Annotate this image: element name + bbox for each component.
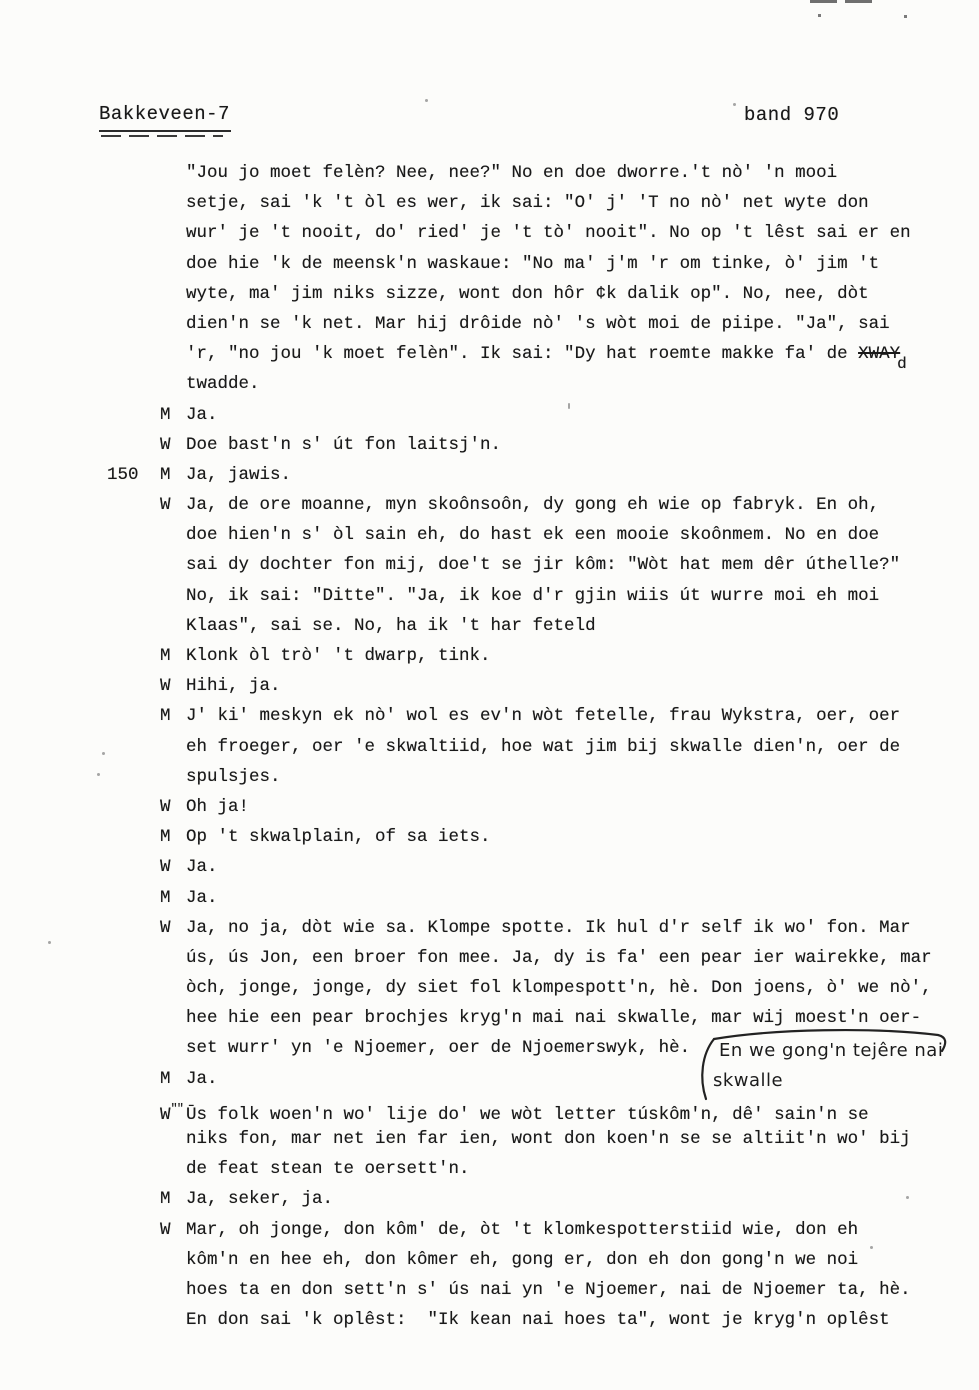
transcript-line bbox=[160, 400, 966, 430]
speaker-label: W bbox=[160, 917, 171, 938]
scan-speck bbox=[904, 15, 907, 18]
transcript-line bbox=[160, 369, 966, 399]
line-text: Ja, jawis. bbox=[186, 464, 292, 485]
title-underline-broken bbox=[101, 135, 223, 137]
transcript-line bbox=[160, 550, 966, 580]
title-underline bbox=[99, 130, 231, 132]
top-edge-mark bbox=[845, 0, 872, 3]
speaker-label: M bbox=[160, 1068, 171, 1089]
transcript-line bbox=[160, 883, 966, 913]
line-text: Ja. bbox=[186, 404, 218, 425]
transcript-line bbox=[160, 520, 966, 550]
speaker-label: W bbox=[160, 676, 171, 697]
line-text: wyte, ma' jim niks sizze, wont don hôr ¢k dalik op". No, nee, dòt bbox=[186, 283, 869, 304]
line-text: Ūs folk woen'n wo' lije do' we wòt letter túskôm'n, dê' sain'n se bbox=[186, 1104, 869, 1125]
transcript-line bbox=[160, 279, 966, 309]
transcript-line bbox=[160, 973, 966, 1003]
line-text: Ja. bbox=[186, 887, 218, 908]
scan-speck bbox=[425, 99, 428, 102]
transcript-line bbox=[160, 218, 966, 248]
transcript-line bbox=[160, 943, 966, 973]
line-text: En don sai 'k oplêst: "Ik kean nai hoes ta", wont je kryg'n oplêst bbox=[186, 1310, 890, 1331]
line-text: hee hie een pear brochjes kryg'n mai nai skwalle, mar wij moest'n oer- bbox=[186, 1008, 922, 1029]
line-text: set wurr' yn 'e Njoemer, oer de Njoemerswyk, hè. bbox=[186, 1038, 691, 1059]
band-label: band 970 bbox=[744, 104, 840, 126]
struck-out-text: XWAY bbox=[858, 344, 901, 365]
line-text: òch, jonge, jonge, dy siet fol klompespott'n, hè. Don joens, ò' we nò', bbox=[186, 978, 932, 999]
speaker-label: M bbox=[160, 646, 171, 666]
speaker-label: M bbox=[160, 404, 171, 425]
speaker-label: W bbox=[160, 434, 171, 455]
line-text: kôm'n en hee eh, don kômer eh, gong er, don eh don gong'n we noi bbox=[186, 1249, 859, 1270]
transcript-line bbox=[160, 1245, 966, 1275]
transcript-line bbox=[160, 913, 966, 943]
speaker-label: W bbox=[160, 495, 171, 516]
speaker-label: M bbox=[160, 887, 171, 908]
transcript-line bbox=[160, 1215, 966, 1245]
line-text: Mar, oh jonge, don kôm' de, òt 't klomkespotterstiid wie, don eh bbox=[186, 1219, 859, 1240]
annotation-line-1: En we gong'n tejêre nai bbox=[719, 1040, 944, 1061]
scan-speck bbox=[568, 403, 570, 409]
scan-speck bbox=[906, 1196, 909, 1199]
scan-speck bbox=[733, 103, 736, 106]
transcript-line bbox=[160, 249, 966, 279]
handwritten-annotation bbox=[693, 1026, 965, 1110]
transcript-line bbox=[160, 822, 966, 852]
transcript-line bbox=[160, 701, 966, 731]
transcript-line bbox=[160, 158, 966, 188]
line-text: Klaas", sai se. No, ha ik 't har feteld bbox=[186, 615, 596, 636]
line-text: J' ki' meskyn ek nò' wol es ev'n wòt fetelle, frau Wykstra, oer, oer bbox=[186, 706, 901, 727]
transcript-line bbox=[160, 1305, 966, 1335]
line-text: Ja. bbox=[186, 857, 218, 878]
transcript bbox=[107, 158, 966, 1335]
line-text: ús, ús Jon, een broer fon mee. Ja, dy is fa' een pear ier wairekke, mar bbox=[186, 947, 932, 968]
line-text: doe hien'n s' òl sain eh, do hast ek een mooie skoônmem. No en doe bbox=[186, 525, 880, 546]
transcript-line bbox=[160, 309, 966, 339]
speaker-label: W bbox=[160, 857, 171, 878]
speaker-superscript: "" bbox=[170, 1101, 183, 1116]
line-text: Ja, no ja, dòt wie sa. Klompe spotte. Ik hul d'r self ik wo' fon. Mar bbox=[186, 917, 911, 938]
transcript-line bbox=[160, 339, 966, 374]
line-text: Klonk òl trò' 't dwarp, tink. bbox=[186, 646, 491, 666]
transcript-line bbox=[160, 1154, 966, 1184]
transcript-line bbox=[160, 611, 966, 641]
scan-speck bbox=[102, 752, 105, 755]
transcript-line bbox=[160, 1184, 966, 1214]
transcript-line bbox=[160, 792, 966, 822]
line-text: sai dy dochter fon mij, doe't se jir kôm: "Wòt hat mem dêr úthelle?" bbox=[186, 555, 901, 576]
line-text: "Jou jo moet felèn? Nee, nee?" No en doe dworre.'t nò' 'n mooi bbox=[186, 163, 838, 183]
margin-line-number: 150 bbox=[107, 464, 139, 485]
line-text: Oh ja! bbox=[186, 796, 250, 817]
line-text: Doe bast'n s' út fon laitsj'n. bbox=[186, 434, 502, 455]
scan-speck bbox=[97, 773, 100, 776]
transcript-line bbox=[160, 581, 966, 611]
transcript-line bbox=[160, 641, 966, 671]
line-text: eh froeger, oer 'e skwaltiid, hoe wat jim bij skwalle dien'n, oer de bbox=[186, 736, 901, 757]
line-text: 'r, "no jou 'k moet felèn". Ik sai: "Dy hat roemte makke fa' de bbox=[186, 344, 859, 365]
line-text: Hihi, ja. bbox=[186, 676, 281, 697]
line-text: niks fon, mar net ien far ien, wont don koen'n se se altiit'n wo' bij bbox=[186, 1129, 911, 1149]
top-edge-mark bbox=[810, 0, 837, 3]
transcript-line bbox=[160, 671, 966, 701]
line-text: spulsjes. bbox=[186, 766, 281, 787]
speaker-label: M bbox=[160, 706, 171, 727]
line-text: Op 't skwalplain, of sa iets. bbox=[186, 827, 491, 848]
speaker-label: W bbox=[160, 1219, 171, 1240]
line-text: No, ik sai: "Ditte". "Ja, ik koe d'r gjin wiis út wurre moi eh moi bbox=[186, 585, 880, 606]
line-text: de feat stean te oersett'n. bbox=[186, 1159, 470, 1180]
speaker-label: M bbox=[160, 827, 171, 848]
transcript-line bbox=[160, 188, 966, 218]
speaker-label: M bbox=[160, 464, 171, 485]
line-text: twadde. bbox=[186, 374, 260, 395]
transcript-line bbox=[160, 490, 966, 520]
transcript-line bbox=[160, 1124, 966, 1154]
scan-speck bbox=[48, 941, 51, 944]
annotation-line-2: skwalle bbox=[713, 1070, 784, 1091]
page-title: Bakkeveen-7 bbox=[99, 103, 230, 125]
line-text: setje, sai 'k 't òl es wer, ik sai: "O' j' 'T no nò' net wyte don bbox=[186, 193, 869, 214]
line-text: Ja, seker, ja. bbox=[186, 1189, 334, 1210]
scan-speck bbox=[818, 14, 821, 17]
line-text: dien'n se 'k net. Mar hij drôide nò' 's wòt moi de piipe. "Ja", sai bbox=[186, 313, 890, 334]
line-text: hoes ta en don sett'n s' ús nai yn 'e Njoemer, nai de Njoemer ta, hè. bbox=[186, 1279, 911, 1300]
correction-subscript: d bbox=[897, 355, 907, 374]
speaker-label: W"" bbox=[160, 1101, 183, 1125]
annotation-enclosure-curve bbox=[693, 1026, 965, 1110]
speaker-label: M bbox=[160, 1189, 171, 1210]
line-text: Ja. bbox=[186, 1068, 218, 1089]
transcript-line bbox=[160, 430, 966, 460]
line-text: Ja, de ore moanne, myn skoônsoôn, dy gong eh wie op fabryk. En oh, bbox=[186, 495, 880, 516]
transcript-line bbox=[107, 460, 966, 490]
transcript-line bbox=[160, 1275, 966, 1305]
line-text: wur' je 't nooit, do' ried' je 't tò' nooit". No op 't lêst sai er en bbox=[186, 223, 911, 244]
line-text: doe hie 'k de meensk'n waskaue: "No ma' j'm 'r om tinke, ò' jim 't bbox=[186, 253, 880, 274]
transcript-line bbox=[160, 762, 966, 792]
transcript-line bbox=[160, 732, 966, 762]
speaker-label: W bbox=[160, 796, 171, 817]
transcript-line bbox=[160, 852, 966, 882]
scan-speck bbox=[870, 1246, 873, 1249]
